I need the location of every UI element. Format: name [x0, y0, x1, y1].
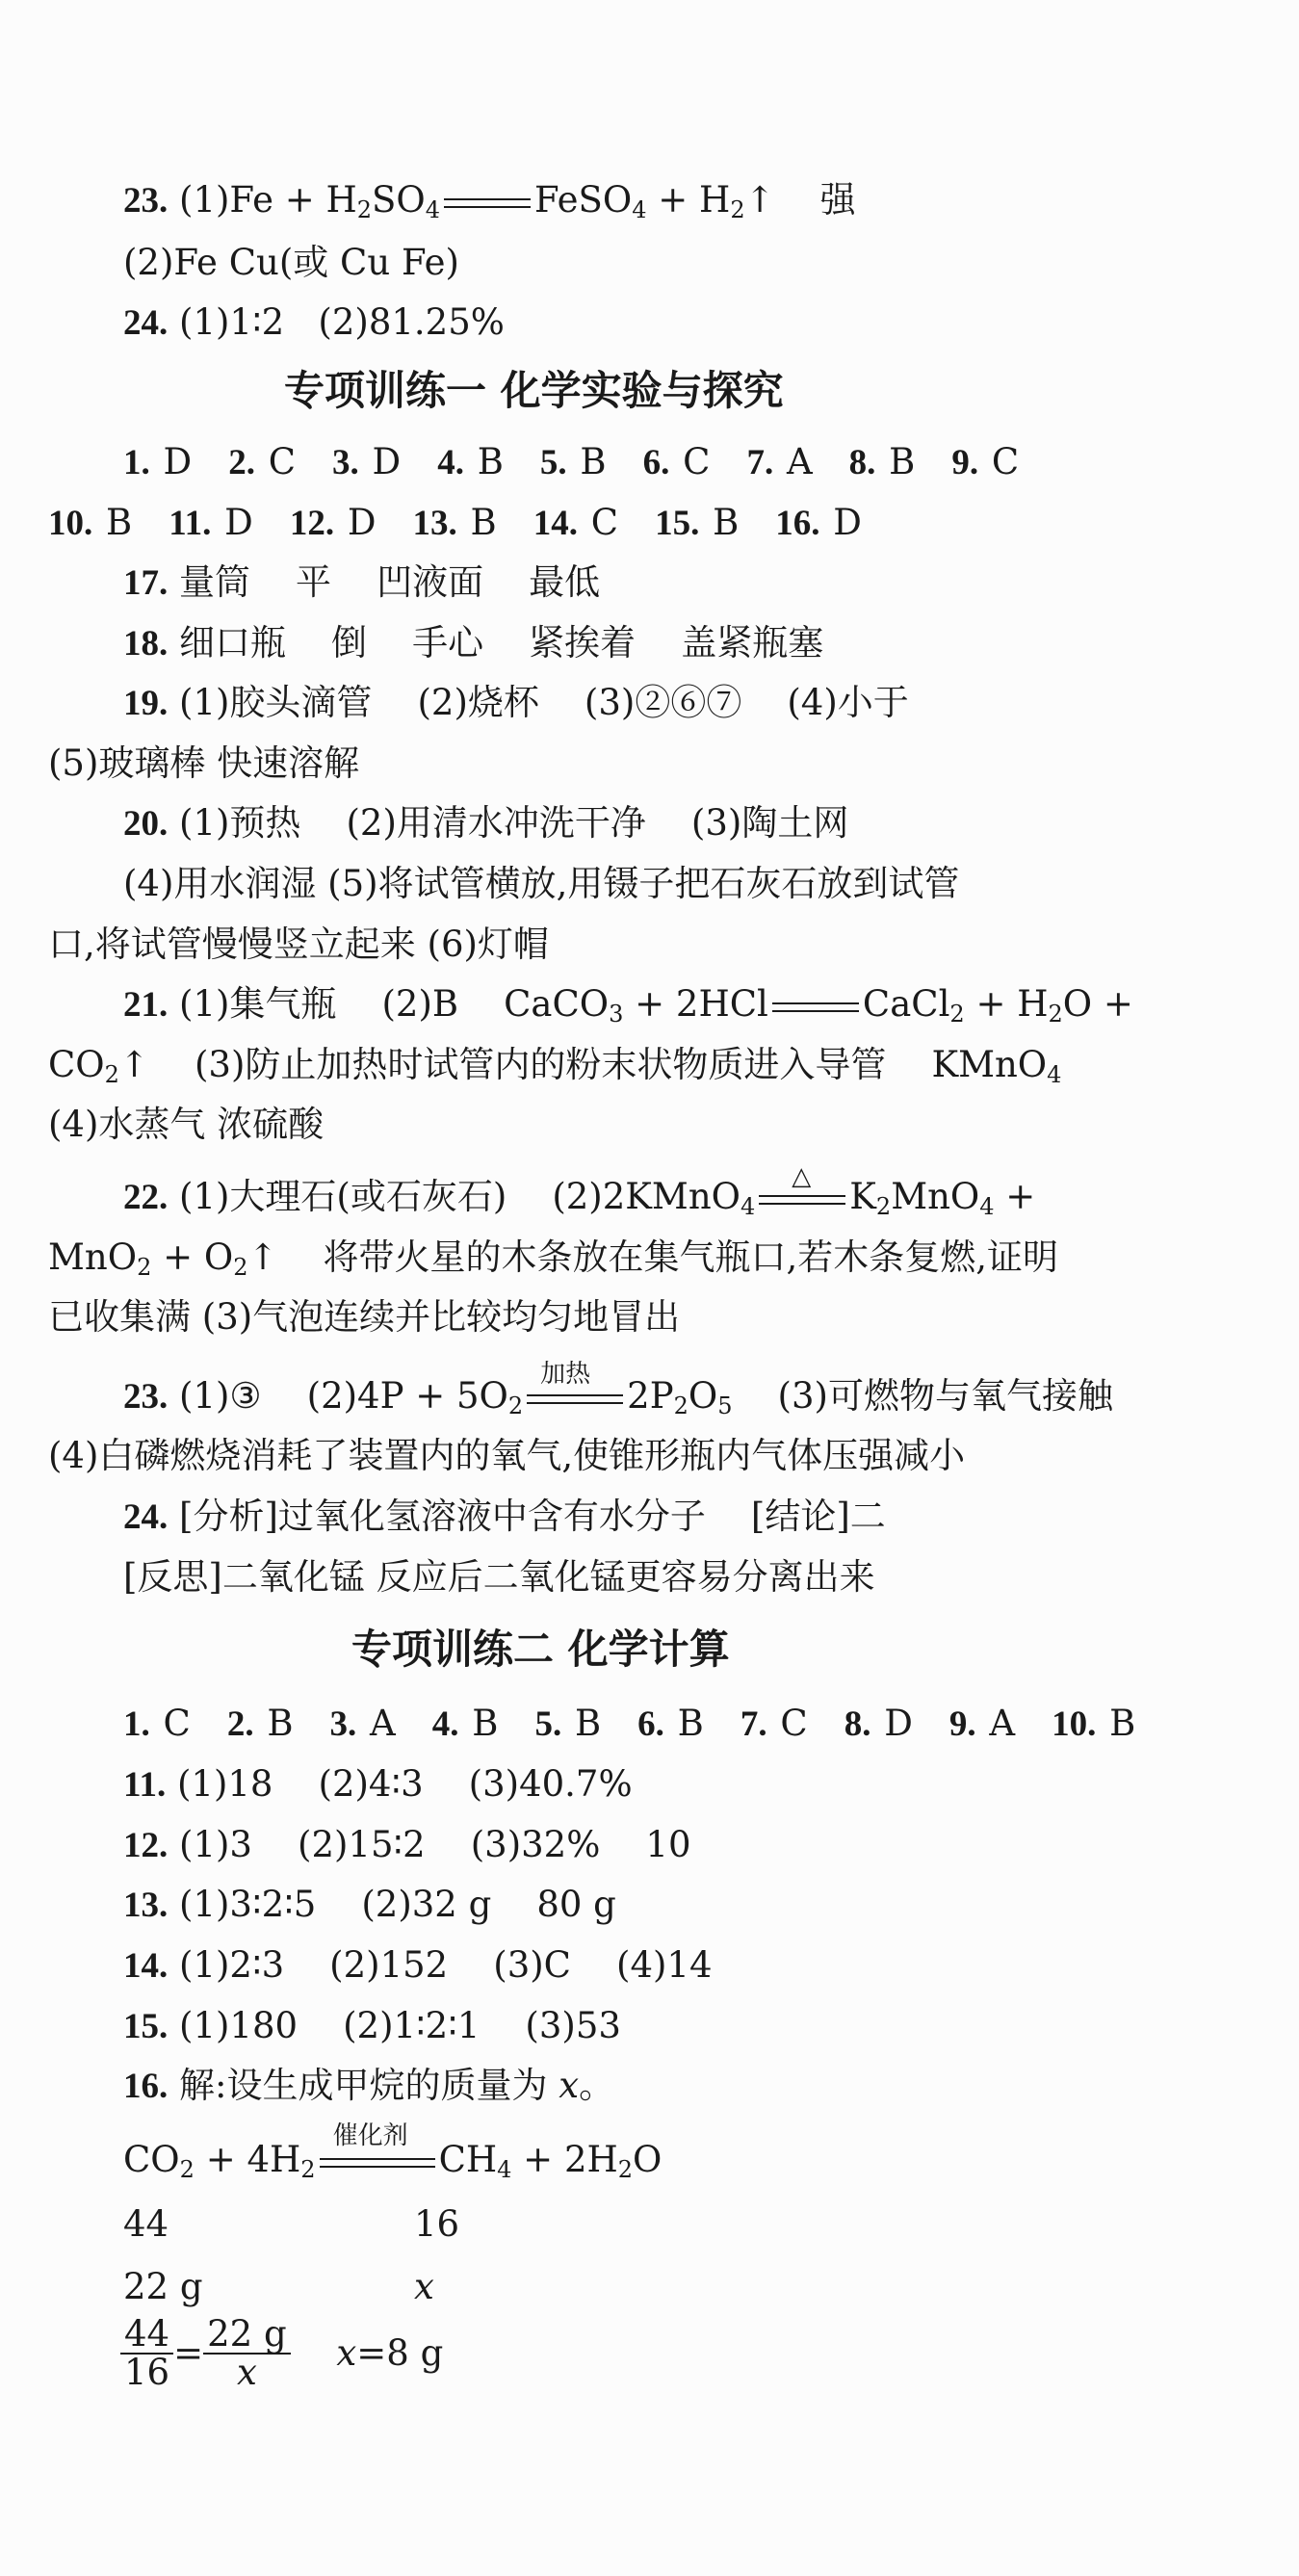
s1-answer-20c: 口,将试管慢慢竖立起来 (6)灯帽 — [48, 924, 549, 965]
s1-answer-24a: 24. [分析]过氧化氢溶液中含有水分子 [结论]二 — [123, 1496, 886, 1537]
s1-answer-19b: (5)玻璃棒 快速溶解 — [48, 742, 360, 784]
fraction-22g-x: $\frac{22 g}{x}$ — [203, 2316, 291, 2391]
unknown-x: x — [414, 2266, 434, 2307]
s1-answer-20b: (4)用水润湿 (5)将试管横放,用镊子把石灰石放到试管 — [123, 863, 960, 904]
choice-item: 5. B — [539, 441, 607, 482]
section-heading-2: 专项训练二 化学计算 — [351, 1626, 730, 1673]
choice-item: 13. B — [412, 502, 497, 543]
proportion: $\frac{44}{16}$ = $\frac{22 g}{x}$ x=8 g — [120, 2316, 443, 2391]
s1-answer-23b: (4)白磷燃烧消耗了装置内的氧气,使锥形瓶内气体压强减小 — [48, 1435, 966, 1476]
answer-23-line1: 23. $(1)Fe + H_2SO_4$ FeSO$_4$ + $H_2↑$ 强 — [123, 179, 856, 223]
choice-item: 6. C — [642, 441, 711, 482]
s1-answer-24b: [反思]二氧化锰 反应后二氧化锰更容易分离出来 — [123, 1556, 875, 1598]
section-heading-1: 专项训练一 化学实验与探究 — [284, 367, 784, 414]
mass-ratio-44: 44 — [123, 2203, 169, 2245]
s2-choice-row-1 — [123, 1700, 1172, 1749]
s1-answer-19a: 19. (1)胶头滴管 (2)烧杯 (3)②⑥⑦ (4)小于 — [123, 682, 909, 723]
choice-item: 14. C — [533, 502, 619, 543]
choice-item: 2. C — [228, 441, 297, 482]
reaction-equation: $CO_2 + 4H_2$ 催化剂 $CH_4 + 2H_2O$ — [123, 2121, 662, 2183]
choice-item: 5. B — [534, 1703, 602, 1744]
choice-item: 15. B — [655, 502, 740, 543]
choice-item: 8. B — [848, 441, 916, 482]
choice-item: 12. D — [289, 502, 377, 543]
s1-answer-17: 17. 量筒 平 凹液面 最低 — [123, 561, 601, 603]
fraction-44-16: $\frac{44}{16}$ — [120, 2316, 173, 2391]
choice-item: 6. B — [637, 1703, 704, 1744]
s1-answer-22c: 已收集满 (3)气泡连续并比较均匀地冒出 — [48, 1296, 681, 1338]
s2-answer-13: 13. (1)3∶2∶5 (2)32 g 80 g — [123, 1884, 616, 1925]
choice-item: 10. B — [48, 502, 133, 543]
s2-answer-16: 16. 解:设生成甲烷的质量为 x。 — [123, 2065, 615, 2106]
result: x=8 g — [336, 2332, 444, 2374]
choice-item: 7. A — [746, 441, 813, 482]
s1-answer-21b: $CO_2↑$ (3)防止加热时试管内的粉末状物质进入导管 KMnO$_4$ — [48, 1044, 1062, 1088]
choice-item: 9. C — [951, 441, 1020, 482]
s1-answer-21a: 21. (1)集气瓶 (2)B CaCO$_3$ + 2HCl CaCl$_2$ + $H_2O$ + — [123, 983, 1133, 1028]
choice-item: 11. D — [169, 502, 253, 543]
actual-mass-22g: 22 g — [123, 2266, 203, 2307]
s2-answer-14: 14. (1)2∶3 (2)152 (3)C (4)14 — [123, 1944, 713, 1986]
mass-ratio-16: 16 — [414, 2203, 460, 2245]
s1-answer-18: 18. 细口瓶 倒 手心 紧挨着 盖紧瓶塞 — [123, 622, 824, 664]
answer-23-line2: (2)Fe Cu(或 Cu Fe) — [123, 242, 459, 283]
catalyst-label: 催化剂 — [332, 2121, 408, 2150]
s1-answer-22b: $MnO_2 + O_2↑$ 将带火星的木条放在集气瓶口,若木条复燃,证明 — [48, 1236, 1059, 1281]
s1-choice-row-1 — [123, 438, 1055, 487]
answer-24: 24. (1)1∶2 (2)81.25% — [123, 301, 505, 343]
choice-item: 8. D — [844, 1703, 913, 1744]
s1-choice-row-2 — [48, 499, 898, 548]
choice-item: 1. D — [123, 441, 193, 482]
s1-answer-21c: (4)水蒸气 浓硫酸 — [48, 1104, 325, 1145]
s2-answer-11: 11. (1)18 (2)4∶3 (3)40.7% — [123, 1763, 633, 1805]
choice-item: 9. A — [948, 1703, 1016, 1744]
choice-item: 3. A — [329, 1703, 396, 1744]
choice-item: 10. B — [1052, 1703, 1136, 1744]
choice-item: 4. B — [437, 441, 504, 482]
choice-item: 4. B — [431, 1703, 499, 1744]
choice-item: 3. D — [332, 441, 402, 482]
choice-item: 2. B — [226, 1703, 294, 1744]
choice-item: 1. C — [123, 1703, 191, 1744]
s1-answer-20a: 20. (1)预热 (2)用清水冲洗干净 (3)陶土网 — [123, 802, 849, 844]
choice-item: 16. D — [775, 502, 862, 543]
s2-answer-15: 15. (1)180 (2)1∶2∶1 (3)53 — [123, 2005, 621, 2046]
s1-answer-23a: 23. (1)③ $(2)4P + 5O_2$ 加热 $2P_2O_5$ (3)可燃物与氧气接触 — [123, 1359, 1113, 1419]
choice-item: 7. C — [740, 1703, 808, 1744]
s1-answer-22a: 22. (1)大理石(或石灰石) (2)2KMnO$_4$ △ $K_2MnO_4$ + — [123, 1161, 1036, 1220]
s2-answer-12: 12. (1)3 (2)15∶2 (3)32% 10 — [123, 1824, 691, 1865]
